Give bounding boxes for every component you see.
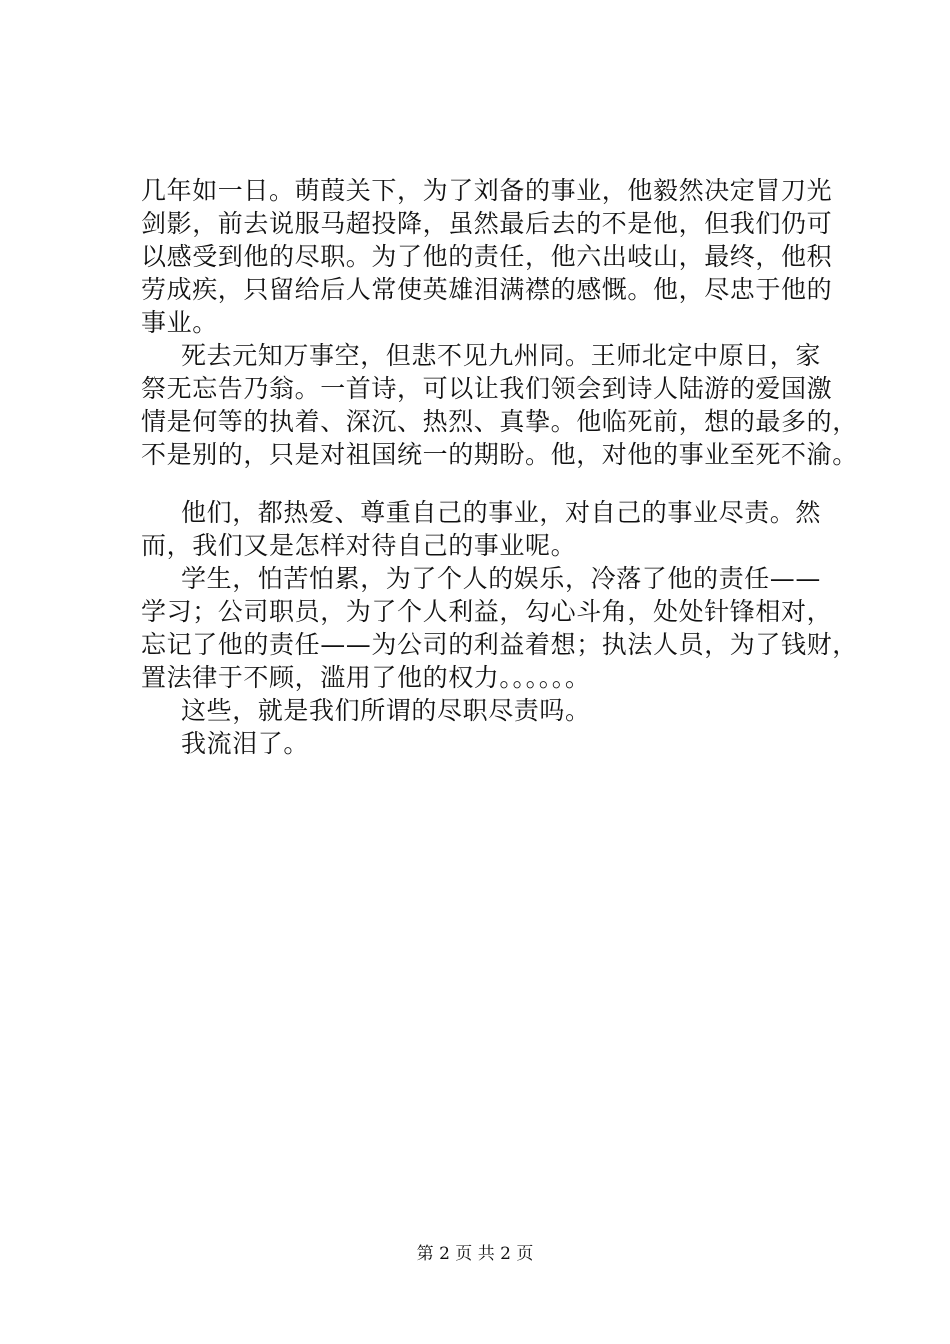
text-line: 情是何等的执着、深沉、热烈、真挚。他临死前，想的最多的， [141,407,858,436]
text-line: 这些，就是我们所谓的尽职尽责吗。 [181,696,591,725]
text-line: 而，我们又是怎样对待自己的事业呢。 [141,531,577,560]
text-line: 他们，都热爱、尊重自己的事业，对自己的事业尽责。然 [181,498,822,527]
text-line: 置法律于不顾，滥用了他的权力。。。。。。 [141,663,591,692]
paragraph [141,562,858,694]
paragraph [141,727,841,760]
text-line: 事业。 [141,308,218,337]
text-line: 我流泪了。 [181,729,310,758]
page-footer: 第 2 页 共 2 页 [416,1244,534,1264]
text-line: 祭无忘告乃翁。一首诗，可以让我们领会到诗人陆游的爱国激 [141,374,833,403]
paragraph-spacer [141,471,841,496]
text-line: 以感受到他的尽职。为了他的责任，他六出岐山，最终，他积 [141,242,833,271]
paragraph [141,339,858,471]
text-line: 剑影，前去说服马超投降，虽然最后去的不是他，但我们仍可 [141,209,833,238]
document-body [141,174,858,760]
text-line: 几年如一日。萌葭关下，为了刘备的事业，他毅然决定冒刀光 [141,176,833,205]
text-line: 学生，怕苦怕累，为了个人的娱乐，冷落了他的责任—— [181,564,822,593]
paragraph [141,694,841,727]
paragraph [141,174,841,339]
text-line: 学习；公司职员，为了个人利益，勾心斗角，处处针锋相对， [141,597,833,626]
text-line: 死去元知万事空，但悲不见九州同。王师北定中原日，家 [181,341,822,370]
text-line: 不是别的，只是对祖国统一的期盼。他，对他的事业至死不渝。 [141,440,858,469]
text-line: 劳成疾，只留给后人常使英雄泪满襟的感慨。他，尽忠于他的 [141,275,833,304]
text-line: 忘记了他的责任——为公司的利益着想；执法人员，为了钱财， [141,630,858,659]
paragraph [141,496,841,562]
